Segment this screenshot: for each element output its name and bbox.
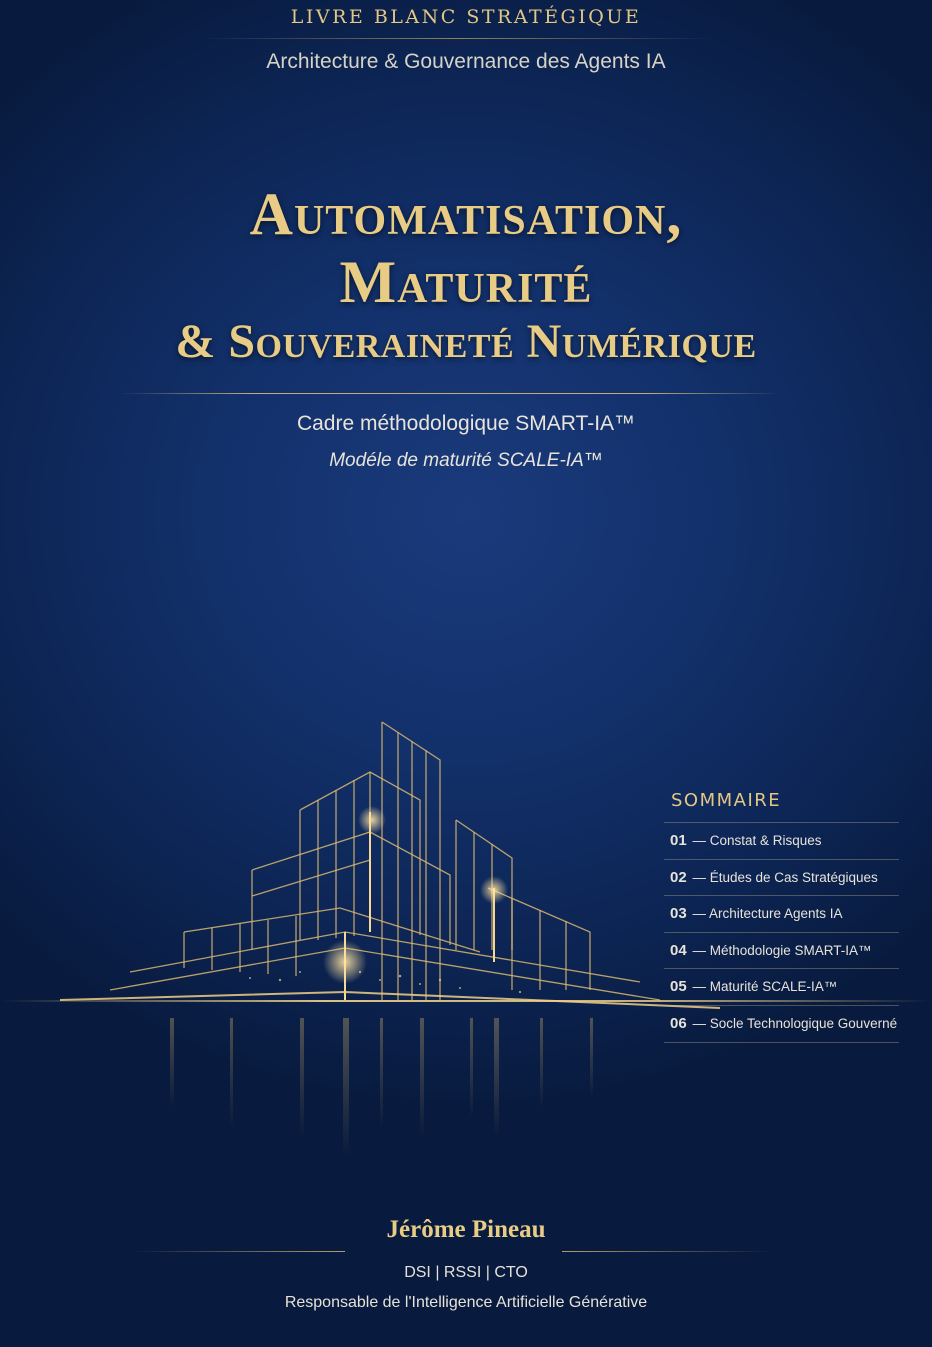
document-subtitle: Architecture & Gouvernance des Agents IA [266,50,666,73]
author-roles: DSI | RSSI | CTO [404,1264,528,1281]
maturity-model-tagline: Modéle de maturité SCALE-IA™ [329,450,603,471]
summary-list [664,822,899,1043]
author-divider-right [562,1251,772,1252]
title-line-3: & Souveraineté Numérique [175,315,757,368]
summary-item: 03 — Architecture Agents IA [664,895,899,932]
title-line-2: Maturité [339,249,593,315]
title-divider [120,393,780,394]
author-position: Responsable de l'Intelligence Artificielle Générative [284,1294,648,1311]
summary-item: 04 — Méthodologie SMART-IA™ [664,932,899,969]
author-divider-left [130,1251,345,1252]
framework-tagline: Cadre méthodologique SMART-IA™ [296,412,636,435]
summary-item: 01 — Constat & Risques [664,822,899,859]
summary-title: SOMMAIRE [671,790,782,811]
summary-item: 02 — Études de Cas Stratégiques [664,859,899,896]
summary-item: 06 — Socle Technologique Gouverné [664,1005,899,1043]
document-kicker: LIVRE BLANC STRATÉGIQUE [290,6,642,28]
header-divider [200,38,714,39]
author-name: Jérôme Pineau [386,1216,546,1243]
title-line-1: Automatisation, [249,181,683,247]
summary-item: 05 — Maturité SCALE-IA™ [664,968,899,1005]
